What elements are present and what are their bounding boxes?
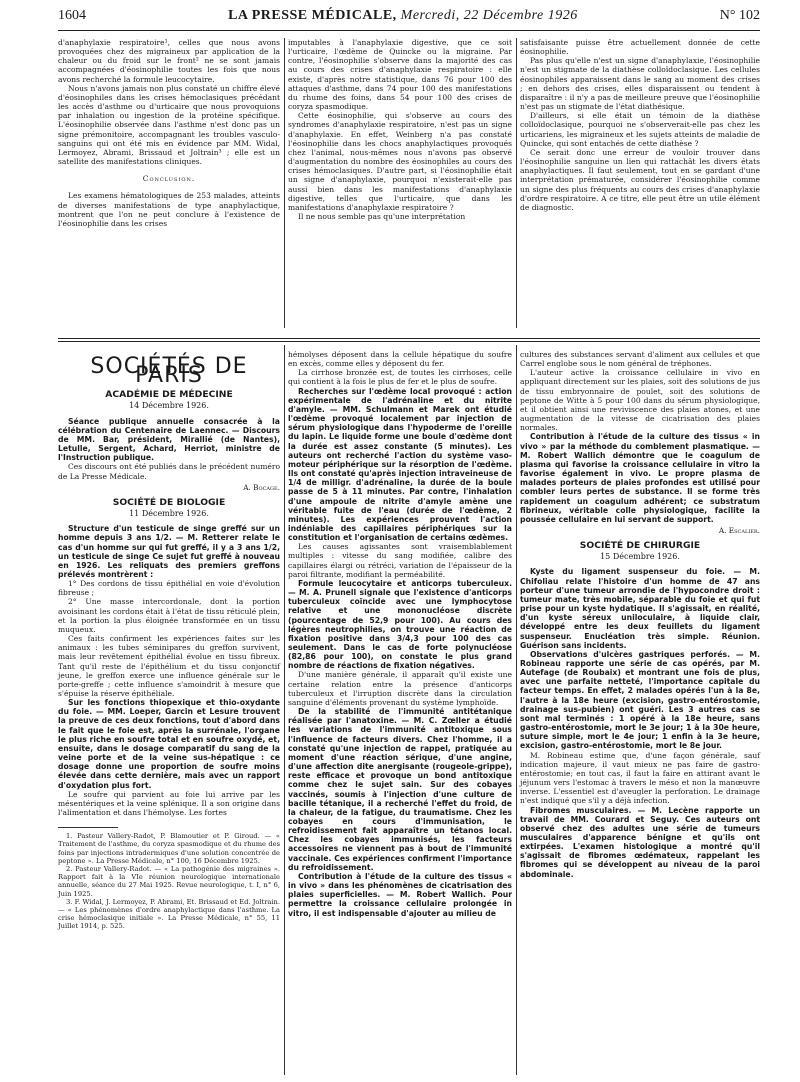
paragraph: satisfaisante puisse être actuellement donnée de cette éosinophilie. xyxy=(520,38,760,57)
session-date: 15 Décembre 1926. xyxy=(600,552,680,562)
footnote: 2. Pasteur Vallery-Radot. — « La pathogénie des migraines ». Rapport fait à la VIe réunion neurologique internationale annuelle, séance du 27 Mai 1925. Revue neurologique, t. I, n° 6, Juin 1925. xyxy=(58,865,280,898)
paragraph: Il ne nous semble pas qu'une interprétation xyxy=(298,211,466,221)
paragraph: 2° Une masse intercordonale, dont la portion avoisinant les cordons était à l'état de tissu réticulé plein, et la portion la plus éloignée transformée en un tissu muqueux. xyxy=(58,597,280,634)
paragraph: Observations d'ulcères gastriques perforés. — M. Robineau rapporte une série de cas opérés, par M. Autefage (de Roubaix) et montrant une fois de plus, avec une parfaite netteté, l'importance capitale du facteur temps. En effet, 2 malades opérés l'un à la 8e, l'autre à la 18e heure (excision, gastro-entérostomie, drainage sus-pubien) ont guéri. Les 3 autres cas se sont mal terminés : 1 opéré à la 18e heure, sans gastro-entérostomie, mort le 3e jour; 1 à la 30e heure, suture simple, mort le 4e jour; 1 enfin à la 3e heure, excision, gastro-entérostomie, mort le 8e jour. xyxy=(520,649,760,751)
society-title: SOCIÉTÉ DE BIOLOGIE xyxy=(112,496,226,508)
paragraph: Contribution à l'étude de la culture des tissus « in vivo » dans les phénomènes de cicatrisation des plaies superficielles. — M. Robert Wallich. Pour permettre la croissance cellulaire prolongée in vitro, il est indispensable d'ajouter au milieu de xyxy=(288,871,512,918)
page-header xyxy=(58,8,760,30)
paragraph: Cette éosinophilie, qui s'observe au cours des syndromes d'anaphylaxie respiratoire, n'est pas un signe d'anaphylaxie. En effet, Weinberg n'a pas constaté l'éosinophilie dans les chocs anaphylactiques provoqués chez l'animal, nous-mêmes nous n'avons pas observé d'augmentation du nombre des éosinophiles au cours des crises hémoclasiques. D'autre part, si l'éosinophilie était un signe d'anaphylaxie, pourquoi n'existerait-elle pas aussi bien dans les manifestations d'anaphylaxie digestive, telles que l'urticaire, que dans les manifestations d'anaphylaxie respiratoire ? xyxy=(288,111,512,212)
bottom-column-1 xyxy=(58,350,280,1080)
top-column-3 xyxy=(520,38,760,328)
paragraph: Le soufre qui parvient au foie lui arrive par les mésentériques et la veine splénique. Il a son origine dans l'alimentation et dans l'hémolyse. Les fortes xyxy=(58,789,280,818)
paragraph: M. Robineau estime que, d'une façon générale, sauf indication majeure, il vaut mieux ne pas faire de gastro-entérostomie; en tout cas, il faut la faire en attirant avant le jéjunum vers l'estomac à travers le méso et non la manœuvre inverse. L'essentiel est d'aveugler la perforation. Le drainage n'est indiqué que s'il y a déjà infection. xyxy=(520,750,760,806)
top-column-1 xyxy=(58,38,280,328)
paragraph: Ces faits confirment les expériences faites sur les animaux : les tubes séminipares du greffon survivent, mais leur revêtement épithélial évolue en tissu fibreux. Tant qu'il reste de l'épithélium et du tissu conjonctif jeune, le greffon exerce une influence générale sur le porte-greffe ; cette influence s'amoindrit à mesure que s'épuise la réserve épithéliale. xyxy=(58,634,280,698)
paragraph: D'une manière générale, il apparaît qu'il existe une certaine relation entre la présence d'anticorps tuberculeux et l'irruption discrète dans la circulation sanguine d'éléments provenant du système lymphoïde. xyxy=(288,670,512,707)
paragraph: imputables à l'anaphylaxie digestive, que ce soit l'urticaire, l'œdème de Quincke ou la migraine. Par contre, l'éosinophilie s'observe dans la majorité des cas au cours des crises d'anaphylaxie respiratoire : elle existe, d'après notre statistique, dans 76 pour 100 des attaques d'asthme, dans 74 pour 100 des manifestations du rhume des foins, dans 54 pour 100 des crises de coryza spasmodique. xyxy=(288,38,512,112)
paragraph: Séance publique annuelle consacrée à la célébration du Centenaire de Laennec. — Discours de MM. Bar, président, Mirallié (de Nantes), Letulle, Sergent, Achard, Herriot, ministre de l'Instruction publique. xyxy=(58,416,280,463)
column-divider xyxy=(284,38,285,328)
issue-date: Mercredi, 22 Décembre 1926 xyxy=(400,8,578,23)
bottom-column-3 xyxy=(520,350,760,1080)
paragraph: cultures des substances servant d'aliment aux cellules et que Carrel englobe sous le nom général de tréphones. xyxy=(520,350,760,369)
paragraph: Pas plus qu'elle n'est un signe d'anaphylaxie, l'éosinophilie n'est un stigmate de la diathèse colloïdoclasique. Les cellules éosinophiles apparaissent dans le sang au moment des crises ; en dehors des crises, elles disparaissent ou tendent à disparaître : il n'y a pas de meilleure preuve que l'éosinophilie n'est pas un stigmate de l'état diathésique. xyxy=(520,56,760,112)
paragraph: Les causes agissantes sont vraisemblablement multiples : vitesse du sang modifiée, calibre des capillaires élargi ou rétréci, variation de l'épaisseur de la paroi filtrante, modifiant la perméabilité. xyxy=(288,542,512,579)
column-divider xyxy=(516,345,517,1075)
paragraph: Nous n'avons jamais non plus constaté un chiffre élevé d'éosinophiles dans les crises hémoclasiques précédant les accès d'asthme ou d'urticaire que nous provoquions par inhalation ou ingestion de la protéine spécifique. L'éosinophilie observée dans l'asthme n'est donc pas un signe prémonitoire, accompagnant les troubles vasculo-sanguins qui ont été mis en évidence par MM. Widal, Lermoyez, Abrami, Brissaud et Joltrain³ ; elle est un satellite des manifestations cliniques. xyxy=(58,83,280,167)
footnote: 3. F. Widal, J. Lermoyez, P. Abrami, Et. Brissaud et Ed. Joltrain. — « Les phénomènes d'ordre anaphylactique dans l'asthme. La crise hémoclasique initiale ». La Presse Médicale, n° 55, 11 Juillet 1914, p. 525. xyxy=(58,897,280,931)
section-rule-double xyxy=(58,341,760,342)
society-title: ACADÉMIE DE MÉDECINE xyxy=(105,389,233,401)
paragraph: Structure d'un testicule de singe greffé sur un homme depuis 3 ans 1/2. — M. Retterer relate le cas d'un homme sur qui fut greffé, il y a 3 ans 1/2, un testicule de singe Ce sujet fut greffé à nouveau en 1926. Les reliquats des premiers greffons prélevés montrèrent : xyxy=(58,524,280,579)
paragraph: Fibromes musculaires. — M. Lecène rapporte un travail de MM. Courard et Seguy. Ces auteurs ont observé chez des adultes une série de tumeurs musculaires d'apparence bénigne et qu'ils ont extirpées. L'examen histologique a montré qu'il s'agissait de fibromes œdémateux, rappelant les fibromes qui se développent au niveau de la paroi abdominale. xyxy=(520,805,760,879)
society-title: SOCIÉTÉ DE CHIRURGIE xyxy=(579,540,701,552)
footnote: 1. Pasteur Vallery-Radot, P. Blamoutier et P. Giroud. — « Traitement de l'asthme, du coryza spasmodique et du rhume des foins par injections intradermiques d'une solution concentrée de peptone ». La Presse Médicale, n° 100, 16 Décembre 1925. xyxy=(58,832,280,865)
column-divider xyxy=(516,38,517,328)
paragraph: d'anaphylaxie respiratoire¹, celles que nous avons provoquées chez des migraineux par application de la chaleur ou du froid sur le front² ne se sont jamais accompagnées d'éosinophilie toutes les fois que nous avons recherché la formule leucocytaire. xyxy=(58,38,280,84)
section-rule xyxy=(58,338,760,339)
footnotes xyxy=(58,832,280,930)
page-number: 1604 xyxy=(58,8,86,23)
paragraph: Sur les fonctions thiopexique et thio-oxydante du foie. — MM. Loeper, Garcin et Lesure trouvent la preuve de ces deux fonctions, tout d'abord dans le fait que le foie est, après la surrénale, l'organe le plus riche en soufre total et en soufre oxydé, et, ensuite, dans le dosage comparatif du sang de la veine porte et de la veine sus-hépatique : ce dosage donne une proportion de soufre moins élevée dans cette dernière, mais avec un rapport d'oxydation plus fort. xyxy=(58,698,280,790)
paragraph: La cirrhose bronzée est, de toutes les cirrhoses, celle qui contient à la fois le plus de fer et le plus de soufre. xyxy=(288,368,512,387)
signature: A. Escalier. xyxy=(718,525,760,535)
paragraph: Kyste du ligament suspenseur du foie. — M. Chifoliau relate l'histoire d'un homme de 47 ans porteur d'une tumeur arrondie de l'hypocondre droit : tumeur mate, très mobile, séparable du foie et qui fut prise pour un kyste hydatique. Il s'agissait, en réalité, d'un kyste séreux uniloculaire, à liquide clair, développé entre les deux feuillets du ligament suspenseur. Enucléation très simple. Réunion. Guérison sans incidents. xyxy=(520,567,760,650)
paragraph: Recherches sur l'œdème local provoqué : action expérimentale de l'adrénaline et du nitrite d'amyle. — MM. Schulmann et Marek ont étudié l'œdème provoqué localement par injection de sérum physiologique dans l'hypoderme de l'oreille du lapin. Le liquide forme une boule d'œdème dont la durée est assez constante (5 minutes). Les auteurs ont recherché l'action du système vaso-moteur périphérique sur la résorption de l'œdème. Ils ont constaté qu'après injection intraveineuse de 1/4 de milligr. d'adrénaline, la durée de la boule passe de 5 à 11 minutes. Par contre, l'inhalation d'une ampoule de nitrite d'amyle amène une véritable fuite de l'eau (durée de l'œdème, 2 minutes). Les expériences prouvent l'action indéniable des capillaires périphériques sur la constitution et l'organisation de certains œdèmes. xyxy=(288,386,512,543)
paragraph: Contribution à l'étude de la culture des tissus « in vivo » par la méthode du comblement plasmatique. — M. Robert Wallich démontre que le coagulum de plasma qui favorise la croissance cellulaire in vitro la favorise également in vivo. Le propre plasma de malades porteurs de plaies profondes est utilisé pour combler leurs pertes de substance. Il se forme très rapidement un coagulum adhérent; ce substratum fibrineux, véritable colle physiologique, facilite la poussée cellulaire en lui servant de support. xyxy=(520,432,760,524)
paragraph: Ce serait donc une erreur de vouloir trouver dans l'éosinophilie sanguine un lien qui rattachât les divers états anaphylactiques. Il faut seulement, tout en se gardant d'une interprétation prématurée, considérer l'éosinophilie comme un signe des plus fréquents au cours des crises d'anaphylaxie d'ordre respiratoire. A ce titre, elle peut être un utile élément de diagnostic. xyxy=(520,147,760,212)
signature: A. Bocage. xyxy=(243,482,280,492)
footnote-rule xyxy=(58,827,118,828)
issue-number: N° 102 xyxy=(719,8,760,23)
section-title: SOCIÉTÉS DE PARIS xyxy=(90,354,248,389)
journal-title xyxy=(228,8,578,24)
paragraph: L'auteur active la croissance cellulaire in vivo en appliquant directement sur les plaies, soit des solutions de jus de tissu embryonnaire de poulet, soit des solutions de peptone de Witte à 5 pour 100 dans du sérum physiologique, et il obtient ainsi une reviviscence des plaies atones, et une augmentation de la vitesse de cicatrisation des plaies normales. xyxy=(520,368,760,433)
header-rule xyxy=(58,30,760,31)
paragraph: 1° Des cordons de tissu épithélial en voie d'évolution fibreuse ; xyxy=(58,579,280,598)
bottom-column-2 xyxy=(288,350,512,1080)
journal-name: LA PRESSE MÉDICALE, xyxy=(228,8,397,23)
paragraph: D'ailleurs, si elle était un témoin de la diathèse colloïdoclasique, pourquoi ne s'observerait-elle pas chez les urticariens, les migraineux et les sujets atteints de maladie de Quincke, qui sont entachés de cette diathèse ? xyxy=(520,111,760,148)
paragraph: hémolyses déposent dans la cellule hépatique du soufre en excès, comme elles y déposent du fer. xyxy=(288,350,512,369)
session-date: 11 Décembre 1926. xyxy=(129,509,209,519)
paragraph: Formule leucocytaire et anticorps tuberculeux. — M. A. Prunell signale que l'existence d'anticorps tuberculeux coïncide avec une lymphocytose relative et une mononucléose discrète (pourcentage de 52,9 pour 100). Au cours des légères neutrophilies, on trouve une réaction de fixation positive dans 3/4,3 pour 100 des cas seulement. Dans le cas de forte polynucléose (82,86 pour 100), on constate le plus grand nombre de réactions de fixation négatives. xyxy=(288,578,512,671)
paragraph: Ces discours ont été publiés dans le précédent numéro de La Presse Médicale. xyxy=(58,462,280,481)
paragraph: De la stabilité de l'immunité antitétanique réalisée par l'anatoxine. — M. C. Zœller a étudié les variations de l'immunité antitoxique sous l'influence de facteurs divers. Chez l'homme, il a constaté qu'une injection de rappel, pratiquée au moment d'une réaction sérique, d'une angine, d'une affection dite anergisante (rougeole-grippe), reste efficace et provoque un bond antitoxique comme chez le sujet sain. Sur des cobayes vaccinés, soumis à l'injection d'une culture de bacille tétanique, il a recherché l'effet du froid, de la chaleur, de la fatigue, du traumatisme. Chez les cobayes en cours d'immunisation, le refroidissement fait apparaître un tétanos local. Chez les cobayes immunisés, les facteurs accessoires ne viennent pas à bout de l'immunité vaccinale. Ces expériences confirment l'importance du refroidissement. xyxy=(288,707,512,872)
paragraph: Les examens hématologiques de 253 malades, atteints de diverses manifestations de type anaphylactique, montrent que l'on ne peut conclure à l'existence de l'éosinophilie dans les crises xyxy=(58,191,280,228)
column-divider xyxy=(284,345,285,1075)
conclusion-heading: Conclusion. xyxy=(142,174,196,184)
top-column-2 xyxy=(288,38,512,328)
session-date: 14 Décembre 1926. xyxy=(129,401,209,411)
